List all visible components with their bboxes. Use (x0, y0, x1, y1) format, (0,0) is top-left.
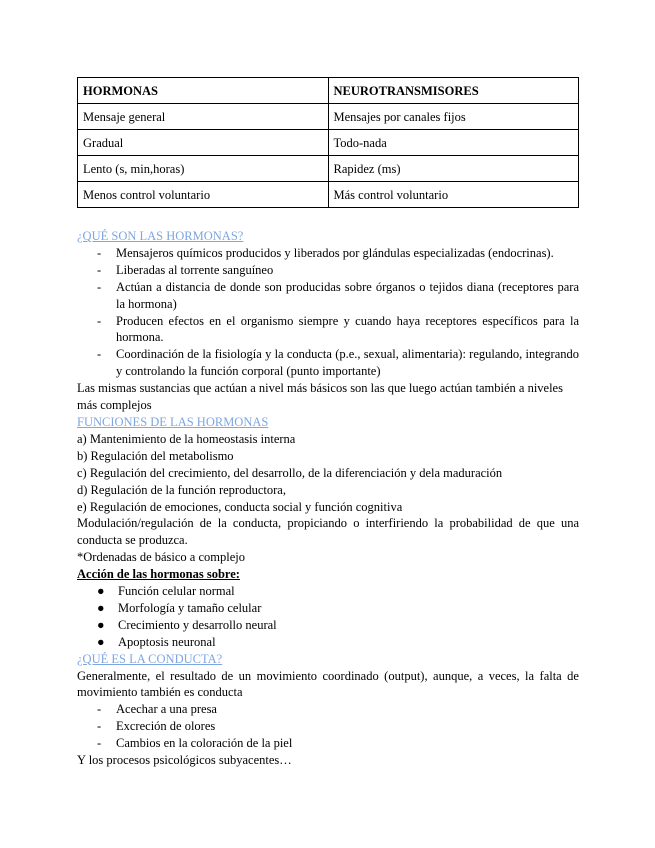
table-cell: Rapidez (ms) (328, 156, 579, 182)
table-cell: Mensaje general (78, 104, 329, 130)
paragraph: Las mismas sustancias que actúan a nivel más básicos son las que luego actúan también a niveles más complejos (77, 381, 563, 413)
list-item-text: Producen efectos en el organismo siempre y cuando haya receptores específicos para la hormona. (116, 313, 579, 345)
bullet-icon: ● (97, 600, 105, 615)
list-item-text: Morfología y tamaño celular (118, 600, 262, 615)
bullet-icon: ● (97, 584, 105, 599)
table-row (78, 130, 579, 156)
bullet-icon: ● (97, 634, 105, 649)
list-item-text: Mensajeros químicos producidos y liberados por glándulas especializadas (endocrinas). (116, 245, 554, 260)
list-item-text: Coordinación de la fisiología y la conducta (p.e., sexual, alimentaria): regulando, integrando y controlando la función corporal (punto importante) (116, 347, 579, 379)
dash-marker: - (97, 262, 102, 277)
section-heading-que-es-conducta: ¿QUÉ ES LA CONDUCTA? (77, 651, 223, 666)
list-item (77, 313, 579, 347)
list-item (77, 701, 579, 718)
table-cell: Más control voluntario (328, 182, 579, 208)
dash-marker: - (97, 702, 102, 717)
table-cell: Mensajes por canales fijos (328, 104, 579, 130)
bullet-icon: ● (97, 617, 105, 632)
function-item: a) Mantenimiento de la homeostasis interna (77, 431, 296, 446)
list-item (77, 346, 579, 380)
list-item-text: Acechar a una presa (116, 702, 217, 717)
comparison-table (77, 77, 579, 208)
document-body (77, 228, 579, 769)
section-heading-funciones: FUNCIONES DE LAS HORMONAS (77, 414, 269, 429)
paragraph: Generalmente, el resultado de un movimiento coordinado (output), aunque, a veces, la falta de movimiento también es conducta (77, 668, 579, 700)
list-item-text: Actúan a distancia de donde son producidas sobre órganos o tejidos diana (receptores para la hormona) (116, 279, 579, 311)
list-item (77, 718, 579, 735)
dash-marker: - (97, 719, 102, 734)
list-item (77, 279, 579, 313)
table-cell: Menos control voluntario (78, 182, 329, 208)
function-item: c) Regulación del crecimiento, del desarrollo, de la diferenciación y dela maduración (77, 465, 503, 480)
table-cell: Todo-nada (328, 130, 579, 156)
table-header-cell: NEUROTRANSMISORES (328, 78, 579, 104)
note: *Ordenadas de básico a complejo (77, 550, 245, 565)
list-item (77, 245, 579, 262)
hormone-definition-list (77, 245, 579, 380)
list-item-text: Crecimiento y desarrollo neural (118, 617, 277, 632)
list-item (77, 583, 579, 600)
dash-marker: - (97, 245, 102, 260)
subheading-accion-hormonas: Acción de las hormonas sobre: (77, 567, 240, 582)
section-heading-que-son-hormonas: ¿QUÉ SON LAS HORMONAS? (77, 229, 244, 243)
function-item: b) Regulación del metabolismo (77, 448, 234, 463)
list-item-text: Cambios en la coloración de la piel (116, 736, 293, 751)
table-row (78, 156, 579, 182)
table-row (78, 182, 579, 208)
table-cell: Gradual (78, 130, 329, 156)
table-cell: Lento (s, min,horas) (78, 156, 329, 182)
dash-marker: - (97, 313, 102, 328)
table-row (78, 104, 579, 130)
list-item (77, 735, 579, 752)
paragraph: Modulación/regulación de la conducta, propiciando o interfiriendo la probabilidad de que una conducta se produzca. (77, 516, 579, 548)
hormone-action-list (77, 583, 579, 651)
list-item (77, 262, 579, 279)
function-item: d) Regulación de la función reproductora, (77, 482, 286, 497)
table-header-cell: HORMONAS (78, 78, 329, 104)
behavior-example-list (77, 701, 579, 752)
list-item-text: Apoptosis neuronal (118, 634, 216, 649)
list-item-text: Excreción de olores (116, 719, 216, 734)
closing-paragraph: Y los procesos psicológicos subyacentes… (77, 753, 292, 768)
list-item-text: Función celular normal (118, 584, 235, 599)
list-item-text: Liberadas al torrente sanguíneo (116, 262, 274, 277)
dash-marker: - (97, 347, 102, 362)
list-item (77, 634, 579, 651)
dash-marker: - (97, 736, 102, 751)
list-item (77, 617, 579, 634)
function-item: e) Regulación de emociones, conducta social y función cognitiva (77, 499, 403, 514)
dash-marker: - (97, 279, 102, 294)
list-item (77, 600, 579, 617)
table-header-row (78, 78, 579, 104)
